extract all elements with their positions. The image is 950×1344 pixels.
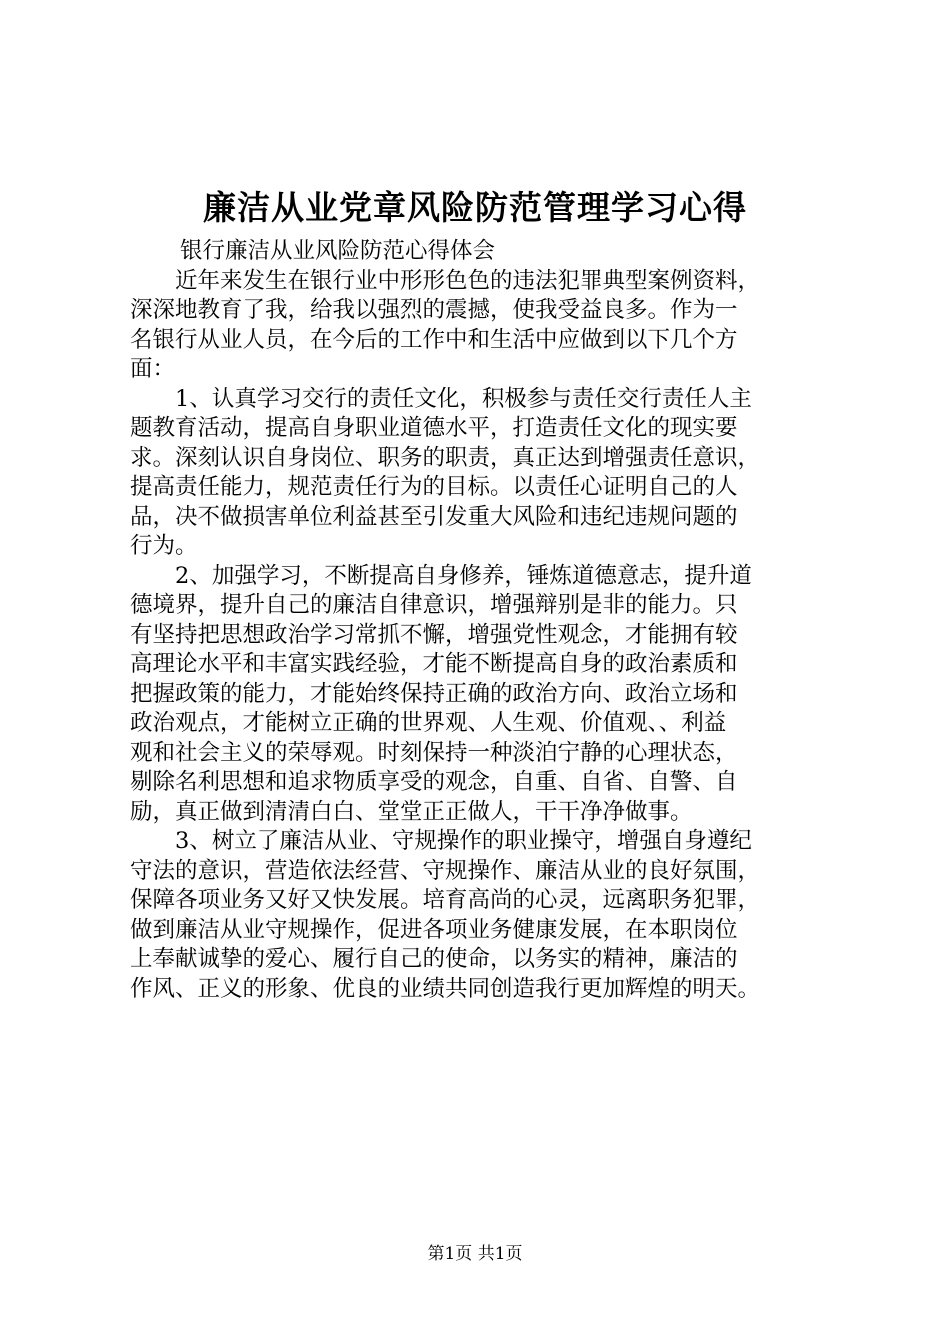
paragraph-line: 做到廉洁从业守规操作，促进各项业务健康发展，在本职岗位: [130, 916, 738, 943]
paragraph-line: 面：: [130, 356, 176, 382]
paragraph-line: 题教育活动，提高自身职业道德水平，打造责任文化的现实要: [130, 415, 738, 441]
paragraph-line: 有坚持把思想政治学习常抓不懈，增强党性观念，才能拥有较: [130, 621, 738, 648]
paragraph-line: 上奉献诚挚的爱心、履行自己的使命，以务实的精神，廉洁的: [130, 946, 738, 972]
paragraph-line: 近年来发生在银行业中形形色色的违法犯罪典型案例资料，: [175, 267, 761, 294]
paragraph-line: 2、加强学习，不断提高自身修养，锤炼道德意志，提升道: [175, 562, 752, 589]
document-title: 廉洁从业党章风险防范管理学习心得: [203, 188, 747, 227]
paragraph-line: 1、认真学习交行的责任文化，积极参与责任交行责任人主: [175, 385, 752, 412]
document-body: [130, 237, 845, 1004]
intro-paragraph: [130, 267, 845, 385]
paragraph-line: 守法的意识，营造依法经营、守规操作、廉洁从业的良好氛围，: [130, 857, 761, 884]
paragraph-line: 行为。: [130, 533, 198, 559]
paragraph-line: 深深地教育了我，给我以强烈的震撼，使我受益良多。作为一: [130, 297, 738, 323]
paragraph-line: 求。深刻认识自身岗位、职务的职责，真正达到增强责任意识，: [130, 444, 761, 471]
paragraph-line: 剔除名利思想和追求物质享受的观念，自重、自省、自警、自: [130, 769, 738, 795]
paragraph-line: 保障各项业务又好又快发展。培育高尚的心灵，远离职务犯罪，: [130, 887, 761, 913]
paragraph-line: 提高责任能力，规范责任行为的目标。以责任心证明自己的人: [130, 474, 738, 500]
paragraph-line: 政治观点，才能树立正确的世界观、人生观、价值观、、利益: [130, 710, 727, 736]
paragraph-line: 把握政策的能力，才能始终保持正确的政治方向、政治立场和: [130, 680, 738, 707]
document-subtitle: 银行廉洁从业风险防范心得体会: [180, 238, 496, 264]
paragraph-line: 德境界，提升自己的廉洁自律意识，增强辩别是非的能力。只: [130, 592, 738, 618]
paragraph-line: 3、树立了廉洁从业、守规操作的职业操守，增强自身遵纪: [175, 828, 752, 854]
paragraph-line: 观和社会主义的荣辱观。时刻保持一种淡泊宁静的心理状态，: [130, 739, 738, 766]
paragraph-line: 名银行从业人员，在今后的工作中和生活中应做到以下几个方: [130, 326, 738, 353]
point-3-paragraph: [130, 827, 845, 1004]
paragraph-line: 高理论水平和丰富实践经验，才能不断提高自身的政治素质和: [130, 651, 738, 677]
paragraph-line: 品，决不做损害单位利益甚至引发重大风险和违纪违规问题的: [130, 503, 738, 530]
paragraph-line: 励，真正做到清清白白、堂堂正正做人，干干净净做事。: [130, 798, 693, 825]
point-1-paragraph: [130, 385, 845, 562]
page-number-footer: 第1页 共1页: [427, 1244, 523, 1264]
paragraph-line: 作风、正义的形象、优良的业绩共同创造我行更加辉煌的明天。: [130, 975, 761, 1002]
point-2-paragraph: [130, 562, 845, 828]
